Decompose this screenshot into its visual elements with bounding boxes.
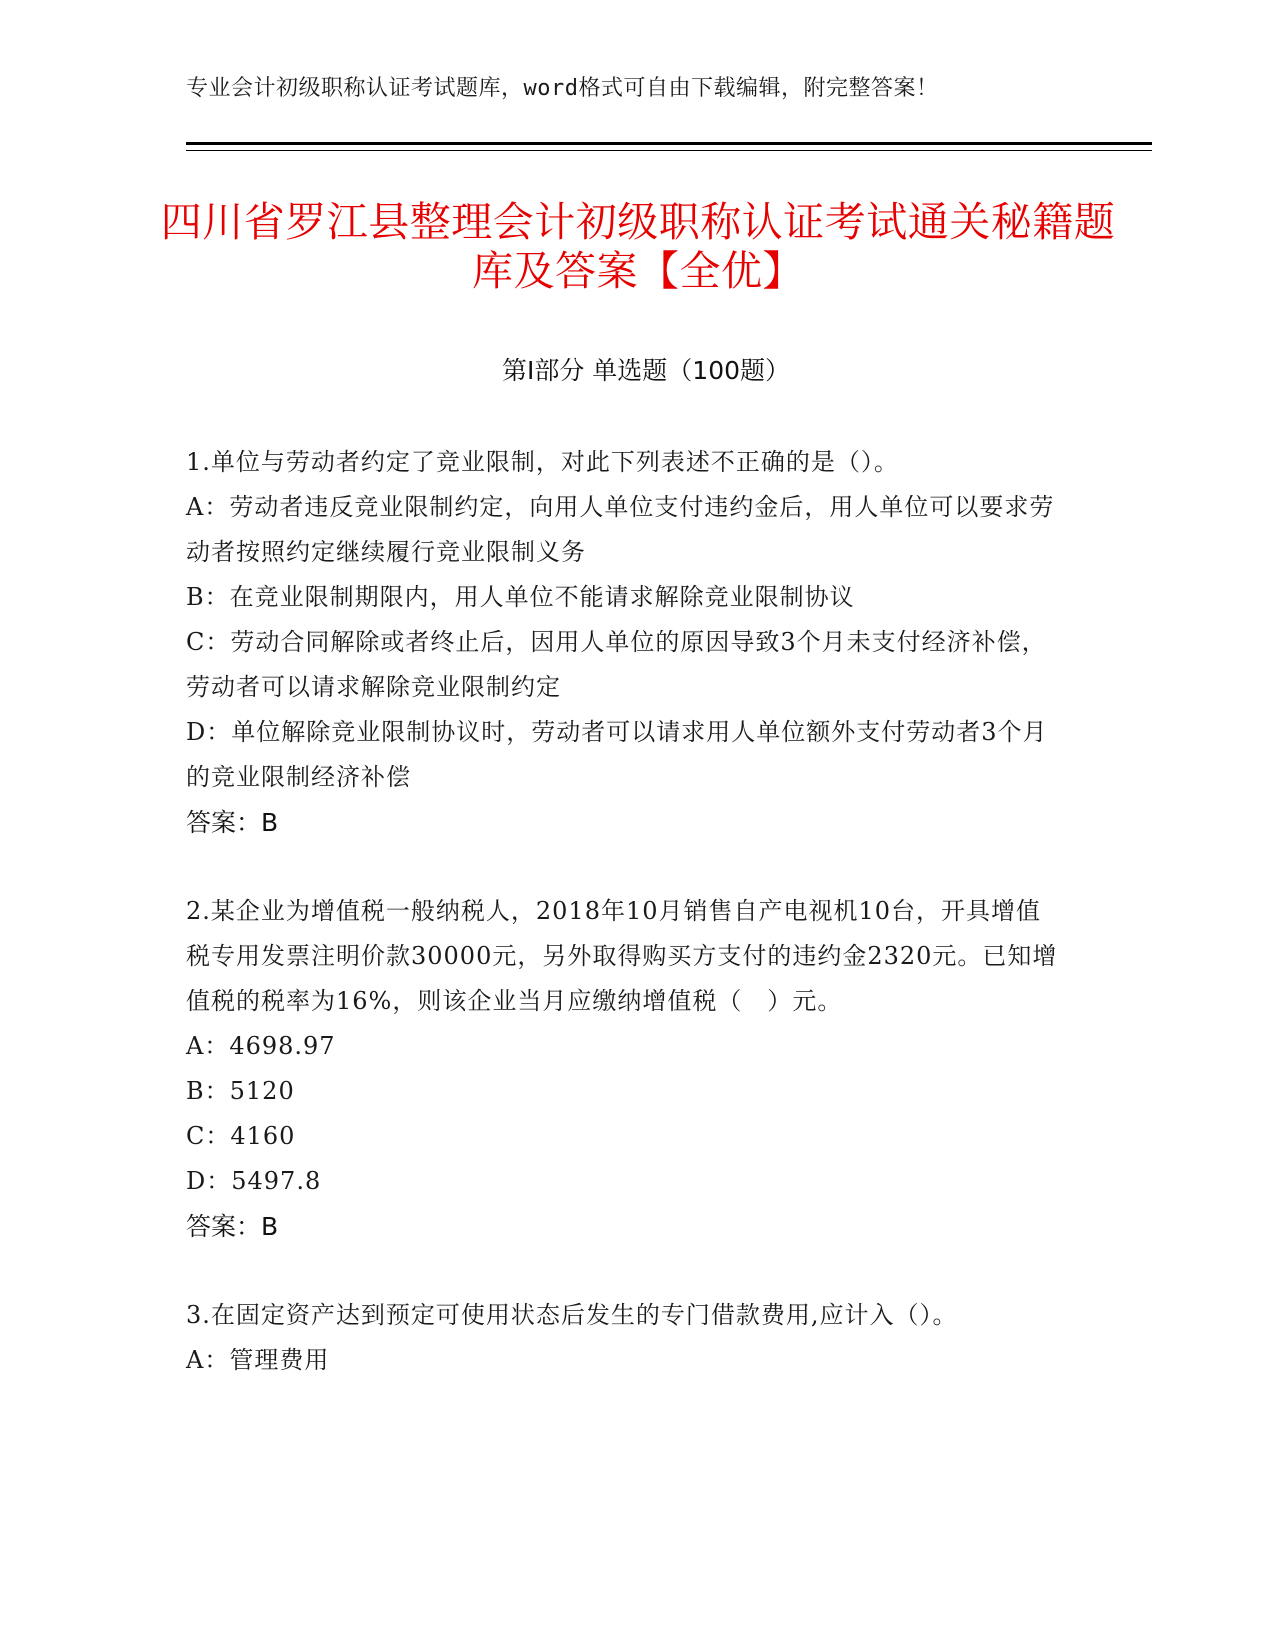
- question-3: [186, 1293, 1066, 1383]
- answer-line: 答案：B: [186, 1212, 279, 1241]
- option-a: A：4698.97: [186, 1032, 336, 1060]
- option-d: D：单位解除竞业限制协议时，劳动者可以请求用人单位额外支付劳动者3个月的竞业限制经济补偿: [186, 718, 1048, 791]
- option-c: C：4160: [186, 1122, 296, 1150]
- option-a: A：劳动者违反竞业限制约定，向用人单位支付违约金后，用人单位可以要求劳动者按照约定继续履行竞业限制义务: [186, 493, 1055, 566]
- option-b: B：5120: [186, 1077, 295, 1105]
- answer-line: 答案：B: [186, 808, 279, 837]
- section-heading: 第Ⅰ部分 单选题（100题）: [501, 356, 791, 385]
- option-a: A：管理费用: [186, 1346, 330, 1374]
- question-1: [186, 440, 1066, 845]
- header-rule-thick: [186, 142, 1152, 145]
- question-stem: 1.单位与劳动者约定了竞业限制，对此下列表述不正确的是（）。: [186, 448, 899, 476]
- option-c: C：劳动合同解除或者终止后，因用人单位的原因导致3个月未支付经济补偿，劳动者可以请求解除竞业限制约定: [186, 628, 1047, 701]
- question-stem: 3.在固定资产达到预定可使用状态后发生的专门借款费用,应计入（）。: [186, 1301, 958, 1329]
- question-2: [186, 889, 1066, 1249]
- option-b: B：在竞业限制期限内，用人单位不能请求解除竞业限制协议: [186, 583, 855, 611]
- option-d: D：5497.8: [186, 1167, 322, 1195]
- header-note: 专业会计初级职称认证考试题库，word格式可自由下载编辑，附完整答案！: [186, 76, 939, 101]
- question-list: [186, 440, 1066, 1427]
- header-rule-thin: [186, 150, 1152, 151]
- question-stem: 2.某企业为增值税一般纳税人，2018年10月销售自产电视机10台，开具增值税专用发票注明价款30000元，另外取得购买方支付的违约金2320元。已知增值税的税率为16%，则该企业当月应缴纳增值税（ ）元。: [186, 897, 1058, 1015]
- document-title: 四川省罗江县整理会计初级职称认证考试通关秘籍题库及答案【全优】: [160, 198, 1116, 295]
